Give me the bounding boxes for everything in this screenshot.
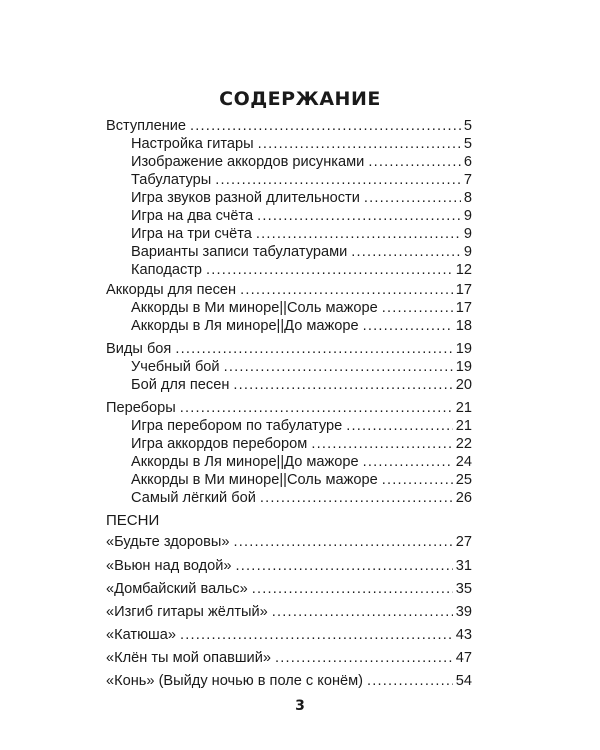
toc-subentry xyxy=(131,417,472,435)
dot-leader xyxy=(240,281,453,299)
toc-subentry-page: 5 xyxy=(463,136,472,152)
toc-subentry-title: Игра перебором по табулатуре xyxy=(131,418,343,434)
toc-subentry-title: Игра звуков разной длительности xyxy=(131,190,360,206)
toc-subentry-page: 12 xyxy=(455,262,472,278)
toc-subentry-title: Аккорды в Ми миноре||Соль мажоре xyxy=(131,472,378,488)
toc-subentry-page: 20 xyxy=(455,377,472,393)
toc-subentry-title: Игра на три счёта xyxy=(131,226,252,242)
toc-subentry-page: 26 xyxy=(455,490,472,506)
song-entry-title: «Катюша» xyxy=(106,627,176,643)
dot-leader xyxy=(206,261,453,279)
toc-subentry xyxy=(131,453,472,471)
song-entry xyxy=(106,649,472,667)
song-entry-title: «Клён ты мой опавший» xyxy=(106,650,271,666)
dot-leader xyxy=(258,135,461,153)
toc-subentry-page: 9 xyxy=(463,244,472,260)
toc-subentry-title: Варианты записи табулатурами xyxy=(131,244,348,260)
dot-leader xyxy=(257,207,461,225)
dot-leader xyxy=(233,376,452,394)
dot-leader xyxy=(346,417,453,435)
toc-subentry xyxy=(131,489,472,507)
toc-subentry-title: Аккорды в Ля миноре||До мажоре xyxy=(131,318,359,334)
dot-leader xyxy=(190,117,461,135)
toc-subentry-title: Учебный бой xyxy=(131,359,220,375)
toc-entry-title: Виды боя xyxy=(106,341,172,357)
toc-subentry xyxy=(131,243,472,261)
dot-leader xyxy=(364,189,461,207)
toc-subentry xyxy=(131,376,472,394)
dot-leader xyxy=(272,603,453,621)
dot-leader xyxy=(382,299,453,317)
toc-subentry-title: Игра на два счёта xyxy=(131,208,254,224)
toc-entry-page: 17 xyxy=(455,282,472,298)
toc-subentry xyxy=(131,317,472,335)
toc-subentry-title: Аккорды в Ми миноре||Соль мажоре xyxy=(131,300,378,316)
song-entry-title: «Конь» (Выйду ночью в поле с конём) xyxy=(106,673,364,689)
song-entry-title: «Изгиб гитары жёлтый» xyxy=(106,604,268,620)
toc-subentry xyxy=(131,207,472,225)
dot-leader xyxy=(260,489,453,507)
song-entry-page: 31 xyxy=(455,558,472,574)
dot-leader xyxy=(368,153,461,171)
toc-entry-title: Аккорды для песен xyxy=(106,282,237,298)
dot-leader xyxy=(180,399,453,417)
dot-leader xyxy=(363,453,453,471)
toc-entry xyxy=(106,117,472,135)
toc-subentry-page: 18 xyxy=(455,318,472,334)
dot-leader xyxy=(275,649,453,667)
toc-title: СОДЕРЖАНИЕ xyxy=(219,88,381,110)
dot-leader xyxy=(175,340,452,358)
toc-entry-page: 21 xyxy=(455,400,472,416)
song-entry-page: 35 xyxy=(455,581,472,597)
toc-subentry xyxy=(131,261,472,279)
song-entry xyxy=(106,603,472,621)
toc-subentry-title: Каподастр xyxy=(131,262,203,278)
toc-entry-title: Вступление xyxy=(106,118,187,134)
toc-subentry-page: 19 xyxy=(455,359,472,375)
page-number: 3 xyxy=(295,698,305,714)
toc-subentry-title: Табулатуры xyxy=(131,172,212,188)
song-entry-page: 54 xyxy=(455,673,472,689)
song-entry xyxy=(106,672,472,690)
dot-leader xyxy=(311,435,452,453)
toc-subentry-title: Аккорды в Ля миноре||До мажоре xyxy=(131,454,359,470)
toc-subentry xyxy=(131,225,472,243)
toc-entry xyxy=(106,340,472,358)
songs-heading: ПЕСНИ xyxy=(106,512,160,529)
dot-leader xyxy=(367,672,453,690)
dot-leader xyxy=(215,171,461,189)
song-entry xyxy=(106,580,472,598)
toc-entry xyxy=(106,399,472,417)
toc-subentry-page: 8 xyxy=(463,190,472,206)
toc-subentry xyxy=(131,189,472,207)
toc-subentry xyxy=(131,471,472,489)
toc-subentry-page: 9 xyxy=(463,226,472,242)
song-entry-title: «Будьте здоровы» xyxy=(106,534,230,550)
toc-subentry-page: 6 xyxy=(463,154,472,170)
toc-subentry-page: 25 xyxy=(455,472,472,488)
toc-subentry-title: Настройка гитары xyxy=(131,136,254,152)
toc-subentry-title: Игра аккордов перебором xyxy=(131,436,308,452)
song-entry xyxy=(106,533,472,551)
dot-leader xyxy=(236,557,453,575)
song-entry-title: «Домбайский вальс» xyxy=(106,581,248,597)
dot-leader xyxy=(363,317,453,335)
song-entry-title: «Вьюн над водой» xyxy=(106,558,232,574)
toc-subentry-title: Самый лёгкий бой xyxy=(131,490,256,506)
toc-subentry xyxy=(131,171,472,189)
song-entry-page: 27 xyxy=(455,534,472,550)
dot-leader xyxy=(180,626,453,644)
toc-subentry-page: 17 xyxy=(455,300,472,316)
song-entry-page: 39 xyxy=(455,604,472,620)
toc-subentry xyxy=(131,299,472,317)
toc-subentry-page: 7 xyxy=(463,172,472,188)
toc-subentry xyxy=(131,135,472,153)
toc-subentry-title: Бой для песен xyxy=(131,377,230,393)
dot-leader xyxy=(233,533,452,551)
toc-subentry-page: 22 xyxy=(455,436,472,452)
dot-leader xyxy=(256,225,461,243)
dot-leader xyxy=(351,243,461,261)
toc-entry-page: 5 xyxy=(463,118,472,134)
toc-subentry-page: 9 xyxy=(463,208,472,224)
toc-entry-page: 19 xyxy=(455,341,472,357)
toc-subentry-title: Изображение аккордов рисунками xyxy=(131,154,365,170)
song-entry xyxy=(106,557,472,575)
song-entry xyxy=(106,626,472,644)
toc-entry-title: Переборы xyxy=(106,400,176,416)
toc-subentry-page: 21 xyxy=(455,418,472,434)
toc-subentry-page: 24 xyxy=(455,454,472,470)
dot-leader xyxy=(382,471,453,489)
song-entry-page: 43 xyxy=(455,627,472,643)
toc-subentry xyxy=(131,153,472,171)
dot-leader xyxy=(224,358,453,376)
song-entry-page: 47 xyxy=(455,650,472,666)
toc-entry xyxy=(106,281,472,299)
toc-subentry xyxy=(131,358,472,376)
toc-subentry xyxy=(131,435,472,453)
dot-leader xyxy=(252,580,453,598)
